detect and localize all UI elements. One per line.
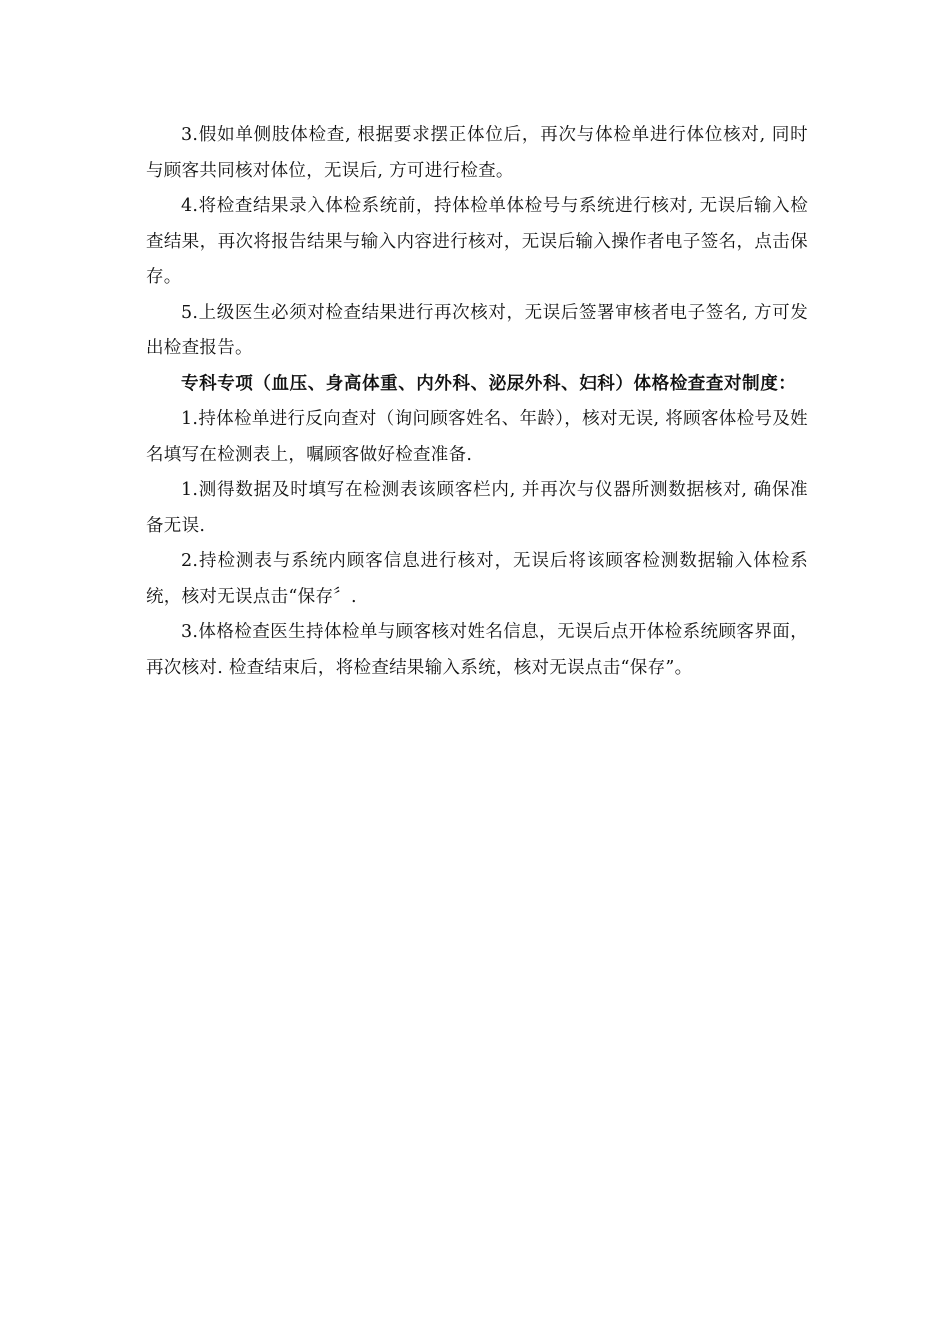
section-heading: 专科专项（血压、身高体重、内外科、泌尿外科、妇科）体格检查查对制度： [181, 373, 797, 394]
section-paragraph-1b: 1.测得数据及时填写在检测表该顾客栏内, 并再次与仪器所测数据核对, 确保准备无误. [146, 480, 808, 536]
paragraph-item-3: 3.假如单侧肢体检查, 根据要求摆正体位后，再次与体检单进行体位核对, 同时与顾客共同核对体位，无误后, 方可进行检查。 [146, 125, 808, 181]
paragraph-item-4: 4.将检查结果录入体检系统前，持体检单体检号与系统进行核对, 无误后输入检查结果，再次将报告结果与输入内容进行核对，无误后输入操作者电子签名，点击保存。 [146, 196, 808, 287]
paragraph-item-5: 5.上级医生必须对检查结果进行再次核对，无误后签署审核者电子签名, 方可发出检查报告。 [146, 302, 808, 358]
section-paragraph-2: 2.持检测表与系统内顾客信息进行核对，无误后将该顾客检测数据输入体检系统，核对无误点击“保存〞. [146, 551, 808, 607]
section-paragraph-3: 3.体格检查医生持体检单与顾客核对姓名信息，无误后点开体检系统顾客界面，再次核对. 检查结束后，将检查结果输入系统，核对无误点击“保存”。 [146, 622, 808, 678]
document-body [146, 118, 808, 686]
section-paragraph-1: 1.持体检单进行反向查对（询问顾客姓名、年龄），核对无误, 将顾客体检号及姓名填写在检测表上，嘱顾客做好检查准备. [146, 409, 808, 465]
